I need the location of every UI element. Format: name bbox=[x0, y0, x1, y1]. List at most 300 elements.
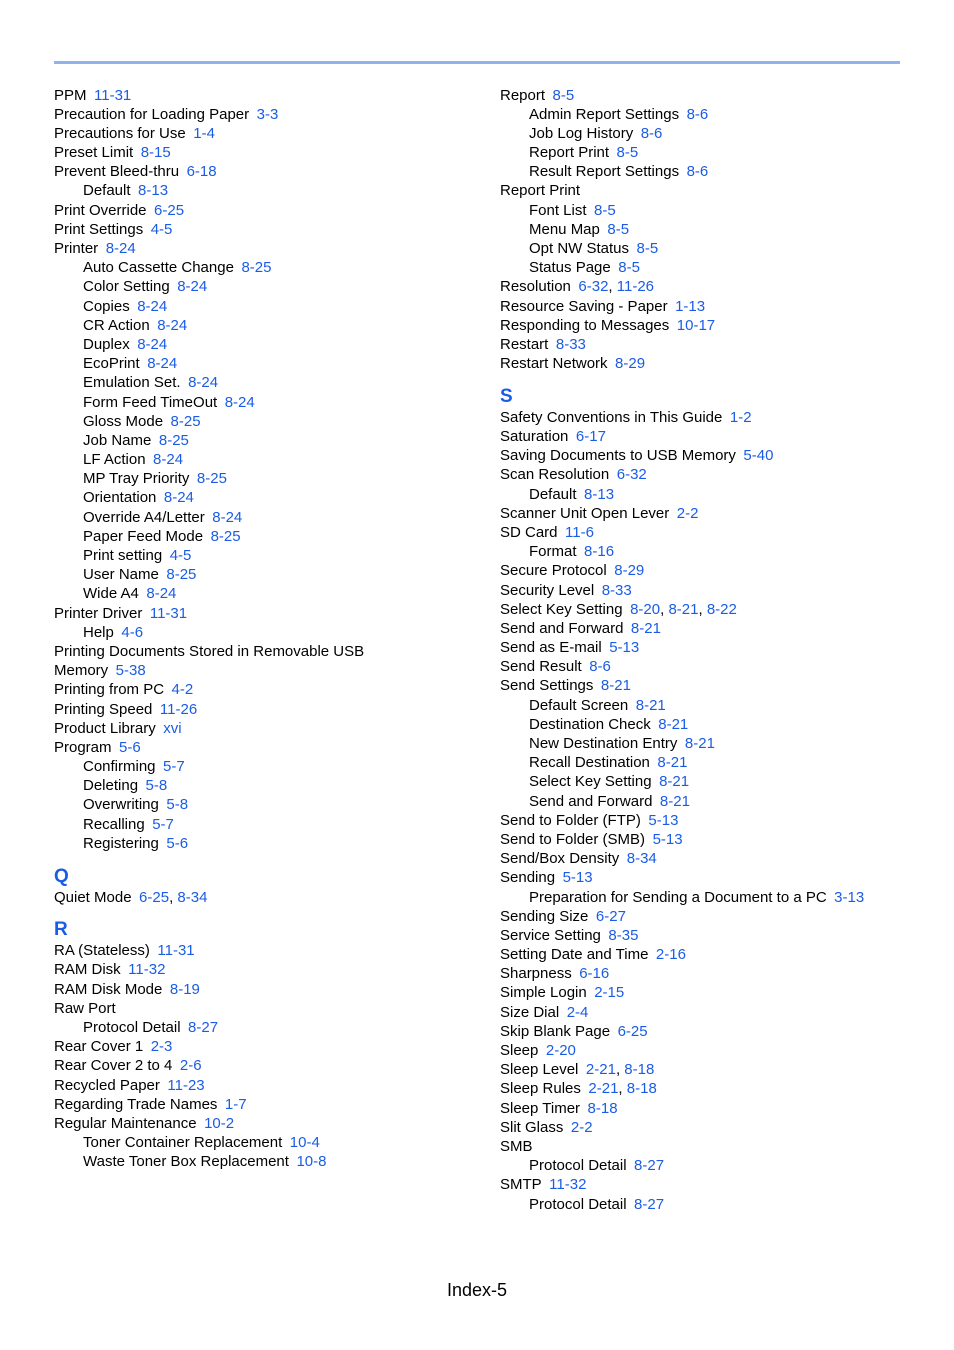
index-entry-preset-limit bbox=[54, 143, 484, 162]
entry-term: Select Key Setting bbox=[529, 773, 652, 791]
entry-term: Print Settings bbox=[54, 220, 144, 238]
entry-term: Deleting bbox=[83, 777, 139, 795]
index-subentry-destination-check bbox=[500, 715, 930, 734]
page-ref-link[interactable]: 8-24 bbox=[105, 240, 136, 257]
index-column-right bbox=[500, 86, 930, 1214]
index-entry-sending-size bbox=[500, 907, 930, 926]
entry-term: Report Print bbox=[529, 144, 610, 162]
entry-term: Print setting bbox=[83, 547, 163, 564]
page-ref-link[interactable]: 8-29 bbox=[615, 355, 646, 373]
index-subentry-waste-toner-box-replacement bbox=[54, 1152, 484, 1171]
entry-term: Regarding Trade Names bbox=[54, 1095, 218, 1113]
page-ref-link[interactable]: 8-16 bbox=[584, 543, 615, 561]
entry-term: Job Log History bbox=[529, 124, 634, 142]
entry-term: Send and Forward bbox=[500, 619, 624, 637]
entry-term: RAM Disk bbox=[54, 961, 121, 979]
page-ref-link[interactable]: 5-6 bbox=[119, 738, 141, 756]
page-ref-link[interactable]: 8-21 bbox=[657, 754, 688, 772]
page-ref-link[interactable]: 8-21 bbox=[630, 619, 661, 637]
entry-term: Override A4/Letter bbox=[83, 508, 205, 526]
page-ref-link[interactable]: 8-13 bbox=[584, 485, 615, 503]
entry-term: Paper Feed Mode bbox=[83, 527, 204, 545]
index-entry-slit-glass bbox=[500, 1118, 930, 1137]
entry-term: Auto Cassette Change bbox=[83, 259, 234, 277]
index-entry-product-library bbox=[54, 719, 484, 738]
index-entry-skip-blank-page bbox=[500, 1022, 930, 1041]
entry-term: Printer Driver bbox=[54, 604, 143, 622]
entry-term: Size Dial bbox=[500, 1003, 560, 1021]
index-subentry-protocol-detail bbox=[54, 1018, 484, 1037]
entry-term: Security Level bbox=[500, 581, 595, 599]
index-subentry-font-list bbox=[500, 201, 930, 220]
entry-term: Send Settings bbox=[500, 677, 594, 695]
index-entry-rear-cover-1 bbox=[54, 1037, 484, 1056]
index-subentry-admin-report-settings bbox=[500, 105, 930, 124]
entry-term: Sleep Rules bbox=[500, 1080, 581, 1098]
page-ref-link[interactable]: 8-27 bbox=[634, 1157, 665, 1175]
index-entry-safety-conventions-in-this-guide bbox=[500, 408, 930, 427]
entry-term: Precautions for Use bbox=[54, 124, 186, 142]
entry-term: Scan Resolution bbox=[500, 466, 610, 484]
page-ref-link[interactable]: 1-4 bbox=[193, 124, 215, 142]
page-ref-link[interactable]: 2-15 bbox=[594, 984, 625, 1002]
section-letter-s: S bbox=[500, 385, 513, 407]
entry-term: Report Print bbox=[500, 182, 581, 200]
page-ref-link[interactable]: 8-25 bbox=[210, 527, 241, 545]
page-ref-link[interactable]: 11-31 bbox=[157, 942, 195, 960]
page-ref-link[interactable]: 8-25 bbox=[196, 470, 227, 488]
page-ref-link[interactable]: 10-4 bbox=[289, 1134, 320, 1152]
entry-term: Duplex bbox=[83, 335, 130, 353]
index-subentry-select-key-setting bbox=[500, 772, 930, 791]
page-ref-link[interactable]: 8-33 bbox=[555, 335, 586, 353]
entry-term: Waste Toner Box Replacement bbox=[83, 1153, 289, 1171]
entry-term: Send Result bbox=[500, 658, 582, 676]
entry-term: Send as E-mail bbox=[500, 639, 602, 657]
page-ref-link[interactable]: 5-7 bbox=[163, 758, 185, 776]
page-ref-link[interactable]: 6-25 bbox=[139, 888, 170, 906]
entry-term: Raw Port bbox=[54, 999, 116, 1017]
entry-term: Setting Date and Time bbox=[500, 946, 649, 964]
page-ref-link[interactable]: 1-13 bbox=[675, 297, 706, 315]
page-ref-link[interactable]: 6-25 bbox=[617, 1022, 648, 1040]
page-ref-link[interactable]: 8-24 bbox=[147, 355, 178, 373]
entry-term: Sleep Timer bbox=[500, 1099, 581, 1117]
page-ref-link[interactable]: 8-24 bbox=[177, 278, 208, 296]
index-entry-ra-stateless bbox=[54, 941, 484, 960]
entry-term: Saving Documents to USB Memory bbox=[500, 447, 736, 465]
index-entry-secure-protocol bbox=[500, 561, 930, 580]
entry-term: Toner Container Replacement bbox=[83, 1134, 283, 1152]
index-subentry-paper-feed-mode bbox=[54, 527, 484, 546]
index-entry-raw-port bbox=[54, 999, 484, 1018]
page-ref-link[interactable]: 8-24 bbox=[153, 451, 184, 469]
page-ref-link[interactable]: 6-18 bbox=[186, 163, 217, 181]
page-ref-link[interactable]: 8-25 bbox=[170, 412, 201, 430]
page-ref-link[interactable]: 8-5 bbox=[594, 201, 616, 219]
page-ref-link[interactable]: 11-23 bbox=[167, 1076, 205, 1094]
page-ref-link[interactable]: 8-24 bbox=[137, 335, 168, 353]
page-ref-link[interactable]: 2-3 bbox=[150, 1038, 173, 1056]
entry-term: Printing Documents Stored in Removable USB bbox=[54, 642, 365, 660]
index-entry-regarding-trade-names bbox=[54, 1095, 484, 1114]
index-entry-print-override bbox=[54, 201, 484, 220]
index-subentry-auto-cassette-change bbox=[54, 258, 484, 277]
entry-term: Default bbox=[83, 182, 131, 200]
page-ref-link[interactable]: 8-6 bbox=[589, 658, 611, 676]
entry-term: Protocol Detail bbox=[83, 1018, 181, 1036]
entry-term: Resource Saving - Paper bbox=[500, 297, 668, 315]
page-ref-link[interactable]: 8-24 bbox=[146, 585, 177, 603]
page-ref-link[interactable]: 3-3 bbox=[256, 105, 279, 123]
page-ref-link[interactable]: 5-13 bbox=[609, 639, 640, 657]
page-ref-link[interactable]: 8-24 bbox=[163, 489, 194, 507]
entry-term: Job Name bbox=[83, 431, 152, 449]
index-subentry-job-log-history bbox=[500, 124, 930, 143]
page-ref-link[interactable]: 5-13 bbox=[652, 830, 683, 848]
index-subentry-result-report-settings bbox=[500, 162, 930, 181]
index-entry-saving-documents-to-usb-memory bbox=[500, 446, 930, 465]
entry-term: RAM Disk Mode bbox=[54, 980, 163, 998]
page-ref-link[interactable]: 8-21 bbox=[684, 735, 715, 752]
page-ref-link[interactable]: 8-21 bbox=[635, 696, 666, 714]
index-entry-quiet-mode: Quiet Mode 6-25, 8-34 bbox=[54, 888, 208, 906]
index-subentry-ecoprint bbox=[54, 354, 484, 373]
index-entry-memory bbox=[54, 661, 484, 680]
page-ref-link[interactable]: 5-8 bbox=[145, 777, 168, 795]
entry-term: Regular Maintenance bbox=[54, 1114, 197, 1132]
index-subentry-opt-nw-status bbox=[500, 239, 930, 258]
page-ref-link[interactable]: 5-38 bbox=[115, 662, 146, 680]
page-ref-link[interactable]: 6-32 bbox=[616, 466, 647, 484]
page-ref-link[interactable]: 8-21 bbox=[600, 677, 631, 695]
index-entry-send-as-e-mail bbox=[500, 638, 930, 657]
page-ref-link[interactable]: xvi bbox=[163, 719, 182, 737]
entry-term: Form Feed TimeOut bbox=[83, 393, 218, 411]
page-ref-link[interactable]: 6-17 bbox=[575, 428, 606, 445]
entry-term: Select Key Setting bbox=[500, 600, 623, 618]
page-ref-link[interactable]: 10-2 bbox=[204, 1114, 235, 1132]
index-subentry-toner-container-replacement bbox=[54, 1133, 484, 1152]
entry-term: Resolution bbox=[500, 278, 571, 296]
page-ref-link[interactable]: 11-31 bbox=[149, 604, 188, 622]
entry-term: Gloss Mode bbox=[83, 412, 164, 430]
entry-term: Confirming bbox=[83, 758, 156, 776]
index-entry-sleep-rules: Sleep Rules 2-21, 8-18 bbox=[500, 1080, 657, 1098]
index-subentry-report-print bbox=[500, 143, 930, 162]
entry-term: Emulation Set. bbox=[83, 374, 181, 392]
page-ref-link[interactable]: 8-25 bbox=[241, 259, 272, 277]
index-entry-setting-date-and-time bbox=[500, 945, 930, 964]
entry-term: SMB bbox=[500, 1137, 533, 1155]
index-subentry-overwriting bbox=[54, 795, 484, 814]
index-entry-regular-maintenance bbox=[54, 1114, 484, 1133]
page-ref-link[interactable]: 5-13 bbox=[562, 869, 593, 887]
entry-term: Registering bbox=[83, 834, 159, 852]
entry-term: Printing Speed bbox=[54, 700, 153, 718]
page-ref-link[interactable]: 8-6 bbox=[686, 163, 709, 181]
index-entry-send-box-density bbox=[500, 849, 930, 868]
index-subentry-mp-tray-priority bbox=[54, 469, 484, 488]
entry-term: Color Setting bbox=[83, 278, 170, 296]
entry-term: Prevent Bleed-thru bbox=[54, 163, 180, 181]
page-ref-link[interactable]: 2-20 bbox=[545, 1042, 576, 1059]
index-subentry-duplex bbox=[54, 335, 484, 354]
entry-term: Quiet Mode bbox=[54, 888, 132, 906]
page-ref-link[interactable]: 4-6 bbox=[121, 623, 144, 641]
page-ref-link[interactable]: 8-5 bbox=[616, 144, 639, 162]
page-ref-link[interactable]: 5-13 bbox=[648, 811, 679, 829]
index-entry-resolution: Resolution 6-32, 11-26 bbox=[500, 278, 655, 296]
page-ref-link[interactable]: 8-20 bbox=[630, 600, 661, 618]
page-ref-link[interactable]: 4-5 bbox=[169, 547, 192, 564]
entry-term: Recalling bbox=[83, 815, 145, 833]
entry-term: Restart bbox=[500, 335, 549, 353]
page-ref-link[interactable]: 8-27 bbox=[634, 1195, 665, 1213]
page-ref-link[interactable]: 8-5 bbox=[636, 240, 659, 257]
page-ref-link[interactable]: 2-2 bbox=[570, 1118, 593, 1136]
index-subentry-help bbox=[54, 623, 484, 642]
index-entry-responding-to-messages bbox=[500, 316, 930, 335]
index-subentry-menu-map bbox=[500, 220, 930, 239]
index-subentry-job-name bbox=[54, 431, 484, 450]
page-ref-link[interactable]: 8-18 bbox=[626, 1080, 657, 1098]
entry-term: CR Action bbox=[83, 316, 150, 334]
entry-term: Safety Conventions in This Guide bbox=[500, 408, 723, 426]
entry-term: Font List bbox=[529, 201, 587, 219]
page-ref-link[interactable]: 6-16 bbox=[579, 965, 610, 983]
entry-term: User Name bbox=[83, 566, 159, 584]
index-subentry-deleting bbox=[54, 776, 484, 795]
entry-term: Precaution for Loading Paper bbox=[54, 105, 250, 123]
page-ref-link[interactable]: 8-33 bbox=[601, 581, 632, 599]
entry-term: Secure Protocol bbox=[500, 562, 607, 580]
index-entry-printer bbox=[54, 239, 484, 258]
index-subentry-form-feed-timeout bbox=[54, 393, 484, 412]
page-ref-link[interactable]: 11-6 bbox=[565, 523, 594, 541]
page-ref-link[interactable]: 10-17 bbox=[676, 316, 716, 334]
page-ref-link[interactable]: 2-6 bbox=[179, 1057, 202, 1075]
page-ref-link[interactable]: 6-27 bbox=[595, 907, 626, 925]
index-subentry-recalling bbox=[54, 815, 484, 834]
page-ref-link[interactable]: 5-8 bbox=[166, 796, 189, 814]
page-ref-link[interactable]: 11-32 bbox=[549, 1176, 587, 1194]
entry-term: Admin Report Settings bbox=[529, 105, 680, 123]
page-ref-link[interactable]: 6-25 bbox=[154, 201, 185, 219]
entry-term: Printing from PC bbox=[54, 681, 165, 699]
page-ref-link[interactable]: 8-5 bbox=[552, 86, 575, 104]
page-ref-link[interactable]: 2-21 bbox=[588, 1080, 619, 1098]
entry-term: Default Screen bbox=[529, 696, 629, 714]
index-subentry-new-destination-entry bbox=[500, 734, 930, 753]
entry-term: Menu Map bbox=[529, 220, 600, 238]
entry-term: Sleep bbox=[500, 1042, 539, 1059]
index-subentry-lf-action bbox=[54, 450, 484, 469]
index-entry-rear-cover-2-to-4 bbox=[54, 1056, 484, 1075]
entry-term: Send to Folder (FTP) bbox=[500, 811, 641, 829]
page-ref-link[interactable]: 8-6 bbox=[640, 124, 663, 142]
page-ref-link[interactable]: 2-21 bbox=[585, 1061, 616, 1079]
index-entry-send-and-forward bbox=[500, 619, 930, 638]
index-subentry-protocol-detail bbox=[500, 1195, 930, 1214]
page-ref-link[interactable]: 5-6 bbox=[166, 834, 189, 852]
index-subentry-emulation-set bbox=[54, 373, 484, 392]
section-letter-r: R bbox=[54, 919, 68, 941]
entry-term: Protocol Detail bbox=[529, 1157, 627, 1175]
entry-term: PPM bbox=[54, 86, 87, 104]
page-ref-link[interactable]: 3-13 bbox=[834, 888, 865, 906]
page-ref-link[interactable]: 11-26 bbox=[616, 278, 655, 296]
index-subentry-default bbox=[500, 485, 930, 504]
entry-term: EcoPrint bbox=[83, 355, 140, 373]
entry-term: SD Card bbox=[500, 523, 558, 541]
index-entry-resource-saving-paper bbox=[500, 297, 930, 316]
index-column-left bbox=[54, 86, 484, 1172]
entry-term: LF Action bbox=[83, 451, 146, 469]
index-entry-send-settings bbox=[500, 676, 930, 695]
entry-term: Copies bbox=[83, 297, 130, 315]
page-ref-link[interactable]: 5-40 bbox=[743, 447, 774, 465]
entry-term: Preset Limit bbox=[54, 144, 134, 162]
page-ref-link[interactable]: 1-2 bbox=[729, 408, 752, 426]
page-ref-link[interactable]: 8-15 bbox=[140, 144, 171, 162]
index-entry-send-to-folder-ftp bbox=[500, 811, 930, 830]
index-entry-report bbox=[500, 86, 930, 105]
index-entry-ram-disk-mode bbox=[54, 980, 484, 999]
index-entry-saturation bbox=[500, 427, 930, 446]
page-ref-link[interactable]: 8-24 bbox=[212, 508, 243, 526]
entry-term: Printer bbox=[54, 240, 99, 257]
page-ref-link[interactable]: 8-35 bbox=[608, 926, 639, 944]
page-ref-link[interactable]: 8-5 bbox=[607, 220, 630, 238]
entry-term: Slit Glass bbox=[500, 1118, 564, 1136]
page-ref-link[interactable]: 11-32 bbox=[128, 961, 166, 979]
page-ref-link[interactable]: 8-24 bbox=[137, 297, 168, 315]
page-ref-link[interactable]: 8-34 bbox=[177, 888, 208, 906]
index-entry-scan-resolution bbox=[500, 465, 930, 484]
index-entry-restart bbox=[500, 335, 930, 354]
page-ref-link[interactable]: 8-18 bbox=[587, 1099, 618, 1117]
page-ref-link[interactable]: 8-25 bbox=[166, 566, 197, 584]
entry-term: Preparation for Sending a Document to a PC bbox=[529, 888, 827, 906]
index-entry-printing-speed bbox=[54, 700, 484, 719]
index-entry-send-to-folder-smb bbox=[500, 830, 930, 849]
index-entry-scanner-unit-open-lever bbox=[500, 504, 930, 523]
page-ref-link[interactable]: 8-5 bbox=[618, 259, 640, 277]
index-entry-sleep-level: Sleep Level 2-21, 8-18 bbox=[500, 1061, 655, 1079]
page-ref-link[interactable]: 8-21 bbox=[659, 792, 690, 810]
index-entry-print-settings bbox=[54, 220, 484, 239]
entry-term: Program bbox=[54, 738, 112, 756]
entry-term: Skip Blank Page bbox=[500, 1022, 611, 1040]
entry-term: Sharpness bbox=[500, 965, 572, 983]
page-ref-link[interactable]: 2-16 bbox=[655, 946, 686, 964]
page-ref-link[interactable]: 8-21 bbox=[658, 715, 689, 733]
index-entry-program bbox=[54, 738, 484, 757]
page-ref-link[interactable]: 8-24 bbox=[188, 374, 219, 392]
index-subentry-preparation-for-sending-a-document-to-a-pc bbox=[500, 888, 930, 907]
index-entry-service-setting bbox=[500, 926, 930, 945]
page-ref-link[interactable]: 8-13 bbox=[138, 182, 169, 200]
page-ref-link[interactable]: 11-31 bbox=[94, 86, 132, 104]
entry-term: Send/Box Density bbox=[500, 850, 620, 868]
page-ref-link[interactable]: 1-7 bbox=[224, 1095, 247, 1113]
page-ref-link[interactable]: 2-2 bbox=[676, 504, 699, 522]
page-ref-link[interactable]: 4-2 bbox=[171, 681, 194, 699]
entry-term: Responding to Messages bbox=[500, 316, 670, 334]
entry-term: Report bbox=[500, 86, 546, 104]
entry-term: SMTP bbox=[500, 1176, 542, 1194]
entry-term: Overwriting bbox=[83, 796, 159, 814]
entry-term: Recycled Paper bbox=[54, 1076, 160, 1094]
entry-term: Service Setting bbox=[500, 926, 601, 944]
index-entry-ram-disk bbox=[54, 960, 484, 979]
index-entry-sd-card bbox=[500, 523, 930, 542]
page-ref-link[interactable]: 8-6 bbox=[686, 105, 709, 123]
page-ref-link[interactable]: 8-25 bbox=[158, 431, 189, 449]
index-entry-prevent-bleed-thru bbox=[54, 162, 484, 181]
page-ref-link[interactable]: 8-27 bbox=[188, 1018, 219, 1036]
index-subentry-gloss-mode bbox=[54, 412, 484, 431]
index-subentry-color-setting bbox=[54, 277, 484, 296]
index-subentry-confirming bbox=[54, 757, 484, 776]
entry-term: Recall Destination bbox=[529, 754, 650, 772]
index-entry-sending bbox=[500, 868, 930, 887]
page-ref-link[interactable]: 10-8 bbox=[296, 1153, 327, 1171]
page-ref-link[interactable]: 11-26 bbox=[159, 700, 198, 718]
index-subentry-recall-destination bbox=[500, 753, 930, 772]
page-ref-link[interactable]: 5-7 bbox=[152, 815, 174, 833]
page-ref-link[interactable]: 4-5 bbox=[150, 220, 173, 238]
index-entry-report-print bbox=[500, 181, 930, 200]
page-ref-link[interactable]: 8-24 bbox=[157, 316, 188, 334]
index-subentry-status-page bbox=[500, 258, 930, 277]
entry-term: Print Override bbox=[54, 201, 147, 219]
index-entry-recycled-paper bbox=[54, 1076, 484, 1095]
entry-term: RA (Stateless) bbox=[54, 942, 150, 960]
page-ref-link[interactable]: 2-4 bbox=[566, 1003, 589, 1021]
page-ref-link[interactable]: 8-21 bbox=[659, 773, 690, 791]
index-subentry-format bbox=[500, 542, 930, 561]
index-subentry-cr-action bbox=[54, 316, 484, 335]
entry-term: Send and Forward bbox=[529, 792, 653, 810]
page-ref-link[interactable]: 8-21 bbox=[668, 600, 699, 618]
header-rule bbox=[54, 61, 900, 64]
entry-term: Format bbox=[529, 543, 577, 561]
index-subentry-registering bbox=[54, 834, 484, 853]
page-ref-link[interactable]: 8-24 bbox=[224, 393, 255, 411]
page-ref-link[interactable]: 6-32 bbox=[578, 278, 609, 296]
page-ref-link[interactable]: 8-22 bbox=[706, 600, 737, 618]
page-ref-link[interactable]: 8-18 bbox=[624, 1061, 655, 1079]
entry-term: Restart Network bbox=[500, 355, 608, 373]
index-entry-printer-driver bbox=[54, 604, 484, 623]
index-subentry-user-name bbox=[54, 565, 484, 584]
entry-term: Destination Check bbox=[529, 715, 651, 733]
index-entry-smb bbox=[500, 1137, 930, 1156]
index-subentry-print-setting bbox=[54, 546, 484, 565]
entry-term: Memory bbox=[54, 662, 109, 680]
page-ref-link[interactable]: 8-34 bbox=[626, 850, 657, 868]
index-subentry-copies bbox=[54, 297, 484, 316]
page-ref-link[interactable]: 8-29 bbox=[614, 562, 645, 580]
entry-term: Protocol Detail bbox=[529, 1195, 627, 1213]
page-ref-link[interactable]: 8-19 bbox=[169, 980, 200, 998]
entry-term: Status Page bbox=[529, 259, 611, 277]
index-subentry-default bbox=[54, 181, 484, 200]
index-entry-send-result bbox=[500, 657, 930, 676]
entry-term: Scanner Unit Open Lever bbox=[500, 504, 670, 522]
